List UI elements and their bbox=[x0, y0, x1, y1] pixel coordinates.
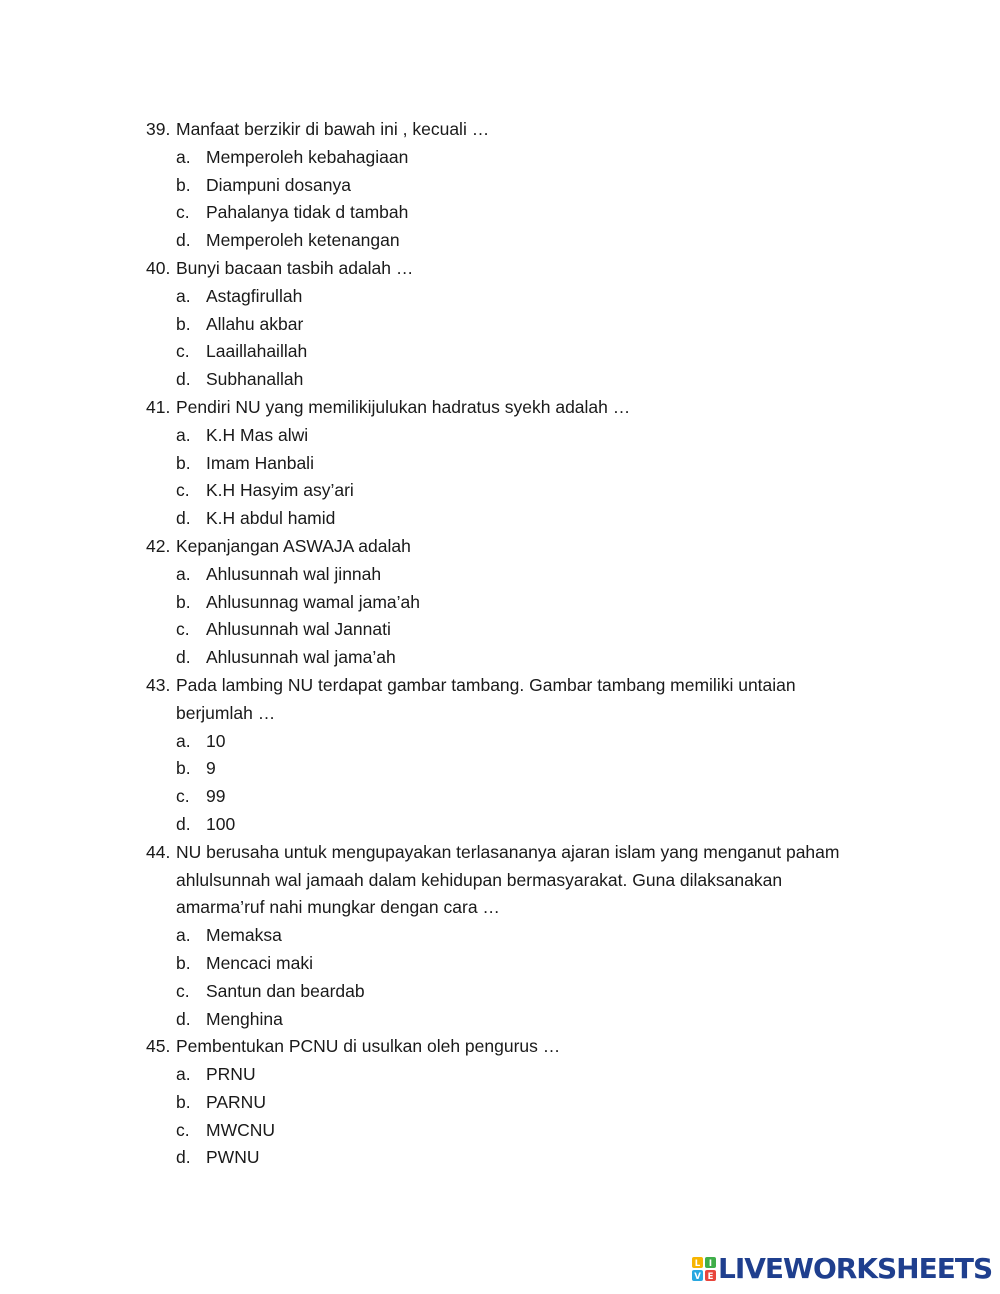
answer-option bbox=[176, 172, 1000, 200]
question-number: 42. bbox=[146, 535, 171, 556]
answer-option bbox=[176, 728, 1000, 756]
question-number: 40. bbox=[146, 257, 171, 278]
option-letter: c. bbox=[176, 1119, 190, 1140]
option-letter: c. bbox=[176, 341, 190, 362]
option-text: Ahlusunnag wamal jama’ah bbox=[206, 591, 421, 612]
brand-wordmark: LIVEWORKSHEETS bbox=[718, 1252, 993, 1285]
option-letter: b. bbox=[176, 1091, 191, 1112]
question-text: Pendiri NU yang memilikijulukan hadratus syekh adalah … bbox=[176, 396, 631, 417]
option-letter: d. bbox=[176, 647, 191, 668]
option-text: 100 bbox=[206, 813, 236, 834]
option-letter: a. bbox=[176, 285, 191, 306]
question-number: 43. bbox=[146, 674, 171, 695]
option-text: Memperoleh ketenangan bbox=[206, 230, 400, 251]
option-text: Subhanallah bbox=[206, 369, 304, 390]
option-letter: b. bbox=[176, 758, 191, 779]
option-letter: d. bbox=[176, 230, 191, 251]
option-letter: d. bbox=[176, 1008, 191, 1029]
answer-option bbox=[176, 978, 1000, 1006]
option-text: MWCNU bbox=[206, 1119, 276, 1140]
option-text: Ahlusunnah wal Jannati bbox=[206, 619, 391, 640]
option-text: Imam Hanbali bbox=[206, 452, 314, 473]
option-text: K.H Hasyim asy’ari bbox=[206, 480, 354, 501]
answer-option bbox=[176, 144, 1000, 172]
option-text: Ahlusunnah wal jinnah bbox=[206, 563, 382, 584]
answer-option bbox=[176, 311, 1000, 339]
answer-option bbox=[176, 922, 1000, 950]
option-text: PWNU bbox=[206, 1147, 260, 1168]
liveworksheets-logo-icon bbox=[692, 1257, 716, 1281]
answer-option bbox=[176, 1061, 1000, 1089]
option-letter: b. bbox=[176, 591, 191, 612]
question-number: 44. bbox=[146, 841, 171, 862]
option-text: 99 bbox=[206, 786, 226, 807]
logo-letter-e: E bbox=[707, 1272, 714, 1281]
answer-option bbox=[176, 561, 1000, 589]
option-letter: b. bbox=[176, 952, 191, 973]
option-text: Diampuni dosanya bbox=[206, 174, 351, 195]
answer-option bbox=[176, 366, 1000, 394]
question-text: Kepanjangan ASWAJA adalah bbox=[176, 535, 411, 556]
option-text: Menghina bbox=[206, 1008, 283, 1029]
answer-option bbox=[176, 755, 1000, 783]
option-letter: c. bbox=[176, 980, 190, 1001]
option-letter: a. bbox=[176, 730, 191, 751]
option-text: Allahu akbar bbox=[206, 313, 304, 334]
answer-option bbox=[176, 811, 1000, 839]
option-text: Memaksa bbox=[206, 925, 282, 946]
option-text: 10 bbox=[206, 730, 226, 751]
logo-letter-i: I bbox=[708, 1259, 713, 1269]
logo-letter-v: V bbox=[694, 1272, 701, 1281]
option-letter: b. bbox=[176, 174, 191, 195]
option-letter: b. bbox=[176, 452, 191, 473]
answer-option bbox=[176, 283, 1000, 311]
question-45 bbox=[146, 1033, 856, 1061]
answer-option bbox=[176, 505, 1000, 533]
option-text: Astagfirullah bbox=[206, 285, 303, 306]
option-letter: d. bbox=[176, 1147, 191, 1168]
liveworksheets-brand bbox=[692, 1253, 992, 1285]
option-letter: c. bbox=[176, 480, 190, 501]
option-letter: c. bbox=[176, 786, 190, 807]
question-42 bbox=[146, 533, 856, 561]
answer-option bbox=[176, 1006, 1000, 1034]
option-letter: d. bbox=[176, 813, 191, 834]
option-text: K.H abdul hamid bbox=[206, 508, 336, 529]
option-letter: c. bbox=[176, 202, 190, 223]
question-40 bbox=[146, 255, 856, 283]
option-text: PARNU bbox=[206, 1091, 266, 1112]
option-text: Ahlusunnah wal jama’ah bbox=[206, 647, 396, 668]
answer-option bbox=[176, 422, 1000, 450]
option-text: Mencaci maki bbox=[206, 952, 313, 973]
option-letter: a. bbox=[176, 563, 191, 584]
option-letter: a. bbox=[176, 925, 191, 946]
answer-option bbox=[176, 616, 1000, 644]
answer-option bbox=[176, 199, 1000, 227]
question-41 bbox=[146, 394, 856, 422]
answer-option bbox=[176, 1089, 1000, 1117]
option-letter: a. bbox=[176, 146, 191, 167]
question-43 bbox=[146, 672, 856, 728]
answer-option bbox=[176, 450, 1000, 478]
answer-option bbox=[176, 338, 1000, 366]
question-number: 45. bbox=[146, 1036, 171, 1057]
answer-option bbox=[176, 477, 1000, 505]
question-39 bbox=[146, 116, 856, 144]
option-text: K.H Mas alwi bbox=[206, 424, 309, 445]
option-text: Laaillahaillah bbox=[206, 341, 308, 362]
logo-letter-l: L bbox=[694, 1259, 701, 1269]
answer-option bbox=[176, 227, 1000, 255]
answer-option bbox=[176, 950, 1000, 978]
option-text: Santun dan beardab bbox=[206, 980, 365, 1001]
worksheet bbox=[0, 116, 1000, 1172]
option-letter: b. bbox=[176, 313, 191, 334]
question-text: Pada lambing NU terdapat gambar tambang. Gambar tambang memiliki untaian berjumlah … bbox=[176, 674, 796, 723]
answer-option bbox=[176, 589, 1000, 617]
option-letter: d. bbox=[176, 369, 191, 390]
option-letter: c. bbox=[176, 619, 190, 640]
option-letter: a. bbox=[176, 1064, 191, 1085]
option-text: Pahalanya tidak d tambah bbox=[206, 202, 409, 223]
question-44 bbox=[146, 839, 856, 922]
answer-option bbox=[176, 644, 1000, 672]
option-text: Memperoleh kebahagiaan bbox=[206, 146, 409, 167]
option-text: PRNU bbox=[206, 1064, 256, 1085]
question-number: 41. bbox=[146, 396, 171, 417]
answer-option bbox=[176, 1117, 1000, 1145]
question-text: Pembentukan PCNU di usulkan oleh pengurus … bbox=[176, 1036, 561, 1057]
answer-option bbox=[176, 1144, 1000, 1172]
option-letter: d. bbox=[176, 508, 191, 529]
question-text: Manfaat berzikir di bawah ini , kecuali … bbox=[176, 119, 490, 139]
question-number: 39. bbox=[146, 119, 171, 139]
question-text: NU berusaha untuk mengupayakan terlasananya ajaran islam yang menganut paham ahlulsunnah wal jamaah dalam kehidupan bermasyarakat. Guna dilaksanakan amarma’ruf nahi mungkar dengan cara … bbox=[176, 841, 840, 918]
option-text: 9 bbox=[206, 758, 216, 779]
answer-option bbox=[176, 783, 1000, 811]
question-text: Bunyi bacaan tasbih adalah … bbox=[176, 257, 414, 278]
option-letter: a. bbox=[176, 424, 191, 445]
